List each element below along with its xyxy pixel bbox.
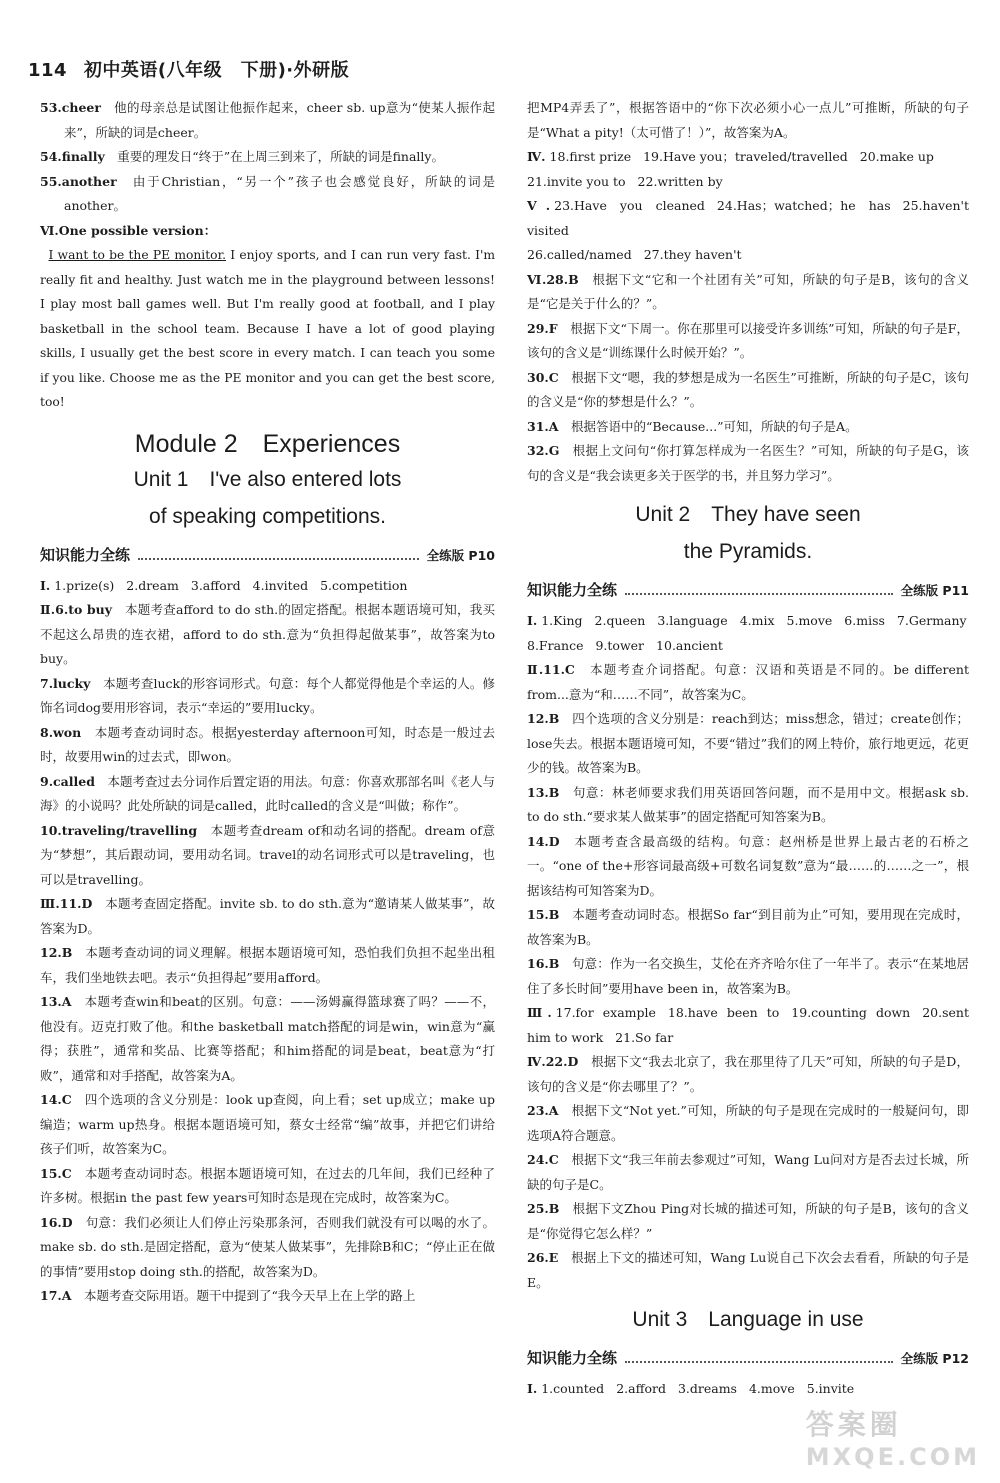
answer-item: 16.D 句意：我们必须让人们停止污染那条河，否则我们就没有可以喝的水了。make sb. do sth.是固定搭配，意为“使某人做某事”，先排除B和C；“停止正在做的事情”要用stop doing sth.的搭配，故答案为D。 bbox=[40, 1214, 495, 1279]
book-title: 初中英语(八年级 下册)·外研版 bbox=[83, 60, 350, 81]
answer-item: 15.B 本题考查动词时态。根据So far“到目前为止”可知，要用现在完成时，故答案为B。 bbox=[527, 907, 969, 947]
unit2-title-line2: the Pyramids. bbox=[683, 540, 813, 563]
page-header bbox=[28, 56, 349, 82]
answer-item: 24.C 根据下文“我三年前去参观过”可知，Wang Lu问对方是否去过长城，所缺的句子是C。 bbox=[527, 1152, 969, 1192]
right-column bbox=[527, 96, 969, 1402]
answer-row: Ⅴ. 23.Have you cleaned 24.Has；watched；he has 25.haven't visited bbox=[527, 198, 969, 238]
continued-text: 把MP4弄丢了”，根据答语中的“你下次必须小心一点儿”可推断，所缺的句子是“What a pity!（太可惜了！）”，故答案为A。 bbox=[527, 100, 969, 140]
answer-item: 17.A 本题考查交际用语。题干中提到了“我今天早上在上学的路上 bbox=[40, 1288, 416, 1303]
answer-row: Ⅳ. 18.first prize 19.Have you；traveled/travelled 20.make up bbox=[527, 149, 934, 164]
answer-item: Ⅲ.11.D 本题考查固定搭配。invite sb. to do sth.意为“邀请某人做某事”，故答案为D。 bbox=[40, 896, 495, 936]
answer-item: 13.B 句意：林老师要求我们用英语回答问题，而不是用中文。根据ask sb. to do sth.“要求某人做某事”的固定搭配可知答案为B。 bbox=[527, 784, 969, 824]
answer-row: 26.called/named 27.they haven't bbox=[527, 247, 742, 262]
answer-item: 7.lucky 本题考查luck的形容词形式。句意：每个人都觉得他是个幸运的人。修饰名词dog要用形容词，表示“幸运的”要用lucky。 bbox=[40, 675, 495, 715]
section-header: 知识能力全练 全练版 P12 bbox=[527, 1349, 969, 1367]
answer-item: 55.another 由于Christian，“另一个”孩子也会感觉良好，所缺的词是another。 bbox=[40, 173, 495, 213]
answer-item: 26.E 根据上下文的描述可知，Wang Lu说自己下次会去看看，所缺的句子是E。 bbox=[527, 1250, 969, 1290]
answer-item: 15.C 本题考查动词时态。根据本题语境可知，在过去的几年间，我们已经种了许多树。根据in the past few years可知时态是现在完成时，故答案为C。 bbox=[40, 1165, 495, 1205]
unit1-title-line1: Unit 1 I've also entered lots bbox=[133, 467, 402, 491]
answer-row: 8.France 9.tower 10.ancient bbox=[527, 637, 723, 653]
left-column bbox=[40, 96, 495, 1309]
section-header: 知识能力全练 全练版 P10 bbox=[40, 545, 495, 564]
answer-row: 21.invite you to 22.written by bbox=[527, 173, 723, 189]
section-header: 知识能力全练 全练版 P11 bbox=[527, 581, 969, 599]
sample-essay: I want to be the PE monitor. I enjoy sports, and I can run very fast. I'm really fit and healthy. Just watch me in the playground between lessons! I play most ball games well. But I'm really good at football, and I play basketball in the school team. Because I have a lot of good playing skills, I usually get the best score in every match. I can teach you some if you like. Choose me as the PE monitor and you can get the best score, too! bbox=[40, 248, 495, 409]
answer-item: 25.B 根据下文Zhou Ping对长城的描述可知，所缺的句子是B，该句的含义是“你觉得它怎么样？” bbox=[527, 1201, 969, 1241]
answer-item: Ⅱ.6.to buy 本题考查afford to do sth.的固定搭配。根据本题语境可知，我买不起这么昂贵的连衣裙，afford to do sth.意为“负担得起做某事”，故答案为to buy。 bbox=[40, 602, 495, 666]
watermark-logo: 答案圈 MXQE.COM bbox=[805, 1408, 980, 1471]
answer-row: Ⅲ. 17.for example 18.have been to 19.counting down 20.sent him to work 21.So far bbox=[527, 1005, 969, 1045]
unit1-title-line2: of speaking competitions. bbox=[149, 504, 386, 528]
answer-item: 31.A 根据答语中的“Because...”可知，所缺的句子是A。 bbox=[527, 418, 858, 434]
answer-item: Ⅳ.22.D 根据下文“我去北京了，我在那里待了几天”可知，所缺的句子是D，该句的含义是“你去哪里了？”。 bbox=[527, 1054, 969, 1094]
answer-item: 8.won 本题考查动词时态。根据yesterday afternoon可知，时态是一般过去时，故要用win的过去式，即won。 bbox=[40, 724, 495, 764]
page-number: 114 bbox=[28, 60, 68, 81]
answer-item: 23.A 根据下文“Not yet.”可知，所缺的句子是现在完成时的一般疑问句，即选项A符合题意。 bbox=[527, 1103, 969, 1143]
answer-row: Ⅰ. 1.prize(s) 2.dream 3.afford 4.invited 5.competition bbox=[40, 577, 408, 593]
answer-item: 30.C 根据下文“嗯，我的梦想是成为一名医生”可推断，所缺的句子是C，该句的含义是“你的梦想是什么？”。 bbox=[527, 369, 969, 409]
answer-item: 29.F 根据下文“下周一。你在那里可以接受许多训练”可知，所缺的句子是F，该句的含义是“训练课什么时候开始？”。 bbox=[527, 320, 969, 360]
answer-row: Ⅰ. 1.King 2.queen 3.language 4.mix 5.move 6.miss 7.Germany bbox=[527, 613, 967, 628]
answer-item: 14.D 本题考查含最高级的结构。句意：赵州桥是世界上最古老的石桥之一。“one of the+形容词最高级+可数名词复数”意为“最……的……之一”，根据该结构可知答案为D。 bbox=[527, 833, 969, 898]
answer-item: 12.B 本题考查动词的词义理解。根据本题语境可知，恐怕我们负担不起坐出租车，我们坐地铁去吧。表示“负担得起”要用afford。 bbox=[40, 945, 495, 985]
answer-item: Ⅱ.11.C 本题考查介词搭配。句意：汉语和英语是不同的。be different from...意为“和……不同”，故答案为C。 bbox=[527, 662, 969, 702]
answer-item: 53.cheer 他的母亲总是试图让他振作起来，cheer sb. up意为“使某人振作起来”，所缺的词是cheer。 bbox=[40, 100, 495, 140]
unit3-title: Unit 3 Language in use bbox=[632, 1308, 864, 1331]
answer-item: Ⅵ.28.B 根据下文“它和一个社团有关”可知，所缺的句子是B，该句的含义是“它是关于什么的？”。 bbox=[527, 271, 969, 311]
answer-item: 13.A 本题考查win和beat的区别。句意：——汤姆赢得篮球赛了吗？——不，他没有。迈克打败了他。和the basketball match搭配的词是win，win意为“赢得；获胜”，通常和奖品、比赛等搭配；和him搭配的词是beat，beat意为“打败”，通常和对手搭配，故答案为A。 bbox=[40, 994, 495, 1083]
unit2-title-line1: Unit 2 They have seen bbox=[635, 503, 861, 526]
answer-item: 9.called 本题考查过去分词作后置定语的用法。句意：你喜欢那部名叫《老人与海》的小说吗？此处所缺的词是called，此时called的含义是“叫做；称作”。 bbox=[40, 773, 495, 813]
answer-item: 12.B 四个选项的含义分别是：reach到达；miss想念，错过；create创作；lose失去。根据本题语境可知，不要“错过”我们的网上特价，旅行地更远，花更少的钱。故答案为B。 bbox=[527, 711, 969, 775]
answer-item: 10.traveling/travelling 本题考查dream of和动名词的搭配。dream of意为“梦想”，其后跟动词，要用动名词。travel的动名词形式可以是traveling，也可以是travelling。 bbox=[40, 822, 495, 887]
module-title: Module 2 Experiences bbox=[134, 429, 401, 458]
answer-item: 16.B 句意：作为一名交换生，艾伦在齐齐哈尔住了一年半了。表示“在某地居住了多长时间”要用have been in，故答案为B。 bbox=[527, 956, 969, 996]
answer-row: Ⅰ. 1.counted 2.afford 3.dreams 4.move 5.invite bbox=[527, 1381, 855, 1396]
version-label: Ⅵ.One possible version： bbox=[40, 222, 217, 238]
answer-item: 14.C 四个选项的含义分别是：look up查阅，向上看；set up成立；make up编造；warm up热身。根据本题语境可知，蔡女士经常“编”故事，并把它们讲给孩子们听，故答案为C。 bbox=[40, 1092, 495, 1156]
answer-item: 54.finally 重要的理发日“终于”在上周三到来了，所缺的词是finally。 bbox=[40, 149, 444, 164]
answer-item: 32.G 根据上文问句“你打算怎样成为一名医生？”可知，所缺的句子是G，该句的含义是“我会读更多关于医学的书，并且努力学习”。 bbox=[527, 443, 969, 483]
